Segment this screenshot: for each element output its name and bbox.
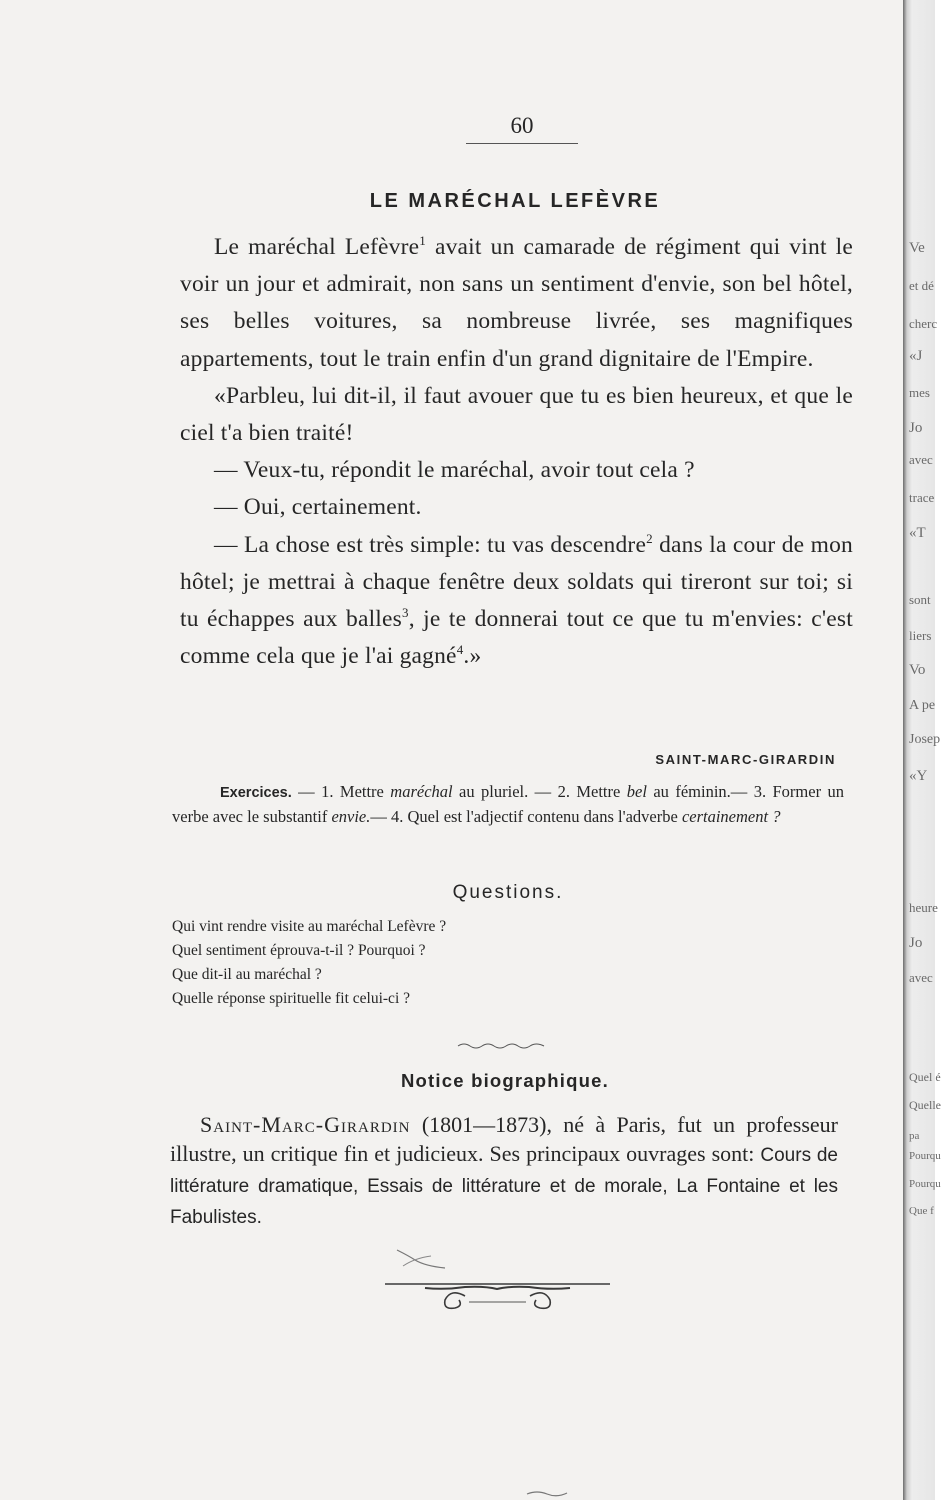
exercise-term-4: certainement ? [681, 807, 781, 826]
edge-fragment: avec [909, 452, 933, 467]
exercise-text-2: au pluriel. — 2. Mettre [452, 782, 627, 801]
edge-fragment: Josep [909, 732, 941, 747]
edge-fragment: Que f [909, 1205, 934, 1217]
adjacent-page-edge [903, 0, 941, 1500]
exercises-label: Exercices. [220, 785, 292, 801]
edge-fragment: pa [909, 1130, 920, 1142]
footnote-ref-3: 3 [402, 605, 409, 621]
edge-fragment: Pourqu [909, 1150, 941, 1162]
notice-title: Notice biographique. [401, 1070, 609, 1091]
edge-fragment: trace [909, 490, 935, 505]
exercise-term-2: bel [626, 782, 647, 801]
decorative-flourish-ornament [385, 1244, 610, 1316]
question-item: Quelle réponse spirituelle fit celui-ci ? [172, 990, 411, 1007]
edge-fragment: mes [909, 385, 930, 400]
edge-fragment: et dé [909, 278, 934, 293]
edge-fragment: Quelle [909, 1098, 941, 1112]
story-p5-end: .» [463, 643, 482, 670]
biography-works: Cours de littérature dramatique, Essais de littérature et de morale, La Fontaine et les Fabulistes. [170, 1145, 838, 1228]
edge-fragment: liers [909, 628, 932, 643]
biography-author-name: Saint-Marc-Girardin [200, 1112, 411, 1137]
edge-fragment: Jo [909, 420, 923, 436]
story-p1-rest: avait un camarade de régiment qui vint le voir un jour et admirait, non sans un sentiment d'envie, son bel hôtel, ses belles voitures, sa nombreuse livrée, ses magnifiques appartements, tout le train enfin d'un grand dignitaire de l'Empire. [180, 234, 854, 372]
author-signature: SAINT-MARC-GIRARDIN [655, 752, 836, 767]
page-number: 60 [466, 113, 578, 144]
biography-details: (1801—1873), né à Paris, fut un professeur illustre, un critique fin et judicieux. Ses principaux ouvrages sont: [170, 1112, 838, 1166]
edge-fragment: Quel é [909, 1070, 941, 1084]
edge-fragment: «T [909, 525, 926, 541]
edge-fragment: A pe [909, 698, 936, 713]
exercise-text-1: — 1. Mettre [291, 782, 391, 801]
exercises-block [172, 780, 844, 829]
story-p5-continuation: , je te donnerai tout ce que tu m'envies: c'est comme cela que je l'ai gagné [180, 606, 853, 670]
wavy-separator-ornament [456, 1040, 546, 1050]
edge-fragment: cherc [909, 316, 938, 331]
story-paragraph-4: — Oui, certainement. [214, 494, 422, 521]
story-paragraph-1 [180, 229, 853, 378]
story-title: LE MARÉCHAL LEFÈVRE [369, 190, 661, 212]
exercise-term-3: envie. [331, 807, 371, 826]
story-p5-middle: dans la cour de mon hôtel; je mettrai à chaque fenêtre deux soldats qui tireront sur toi; si tu échappes aux balles [180, 531, 853, 633]
scan-mark [527, 1490, 567, 1496]
exercise-text-4: — 4. Quel est l'adjectif contenu dans l'adverbe [370, 807, 682, 826]
question-item: Qui vint rendre visite au maréchal Lefèvre ? [172, 918, 447, 935]
story-paragraph-3: — Veux-tu, répondit le maréchal, avoir tout cela ? [214, 457, 695, 484]
exercise-text-3: au féminin.— 3. Former un verbe avec le substantif [172, 782, 844, 826]
biography-text [170, 1110, 838, 1232]
questions-title: Questions. [452, 882, 564, 903]
edge-fragment: Jo [909, 935, 923, 951]
footnote-ref-2: 2 [646, 530, 653, 546]
edge-fragment: «J [909, 348, 923, 364]
story-paragraph-2: «Parbleu, lui dit-il, il faut avouer que tu es bien heureux, et que le ciel t'a bien traité! [180, 382, 853, 447]
story-p5-start: — La chose est très simple: tu vas descendre [214, 531, 647, 558]
exercise-term-1: maréchal [390, 782, 453, 801]
edge-fragment: avec [909, 970, 933, 985]
edge-fragment: Ve [909, 240, 925, 256]
story-text [180, 229, 853, 675]
edge-fragment: heure [909, 900, 938, 915]
question-item: Que dit-il au maréchal ? [172, 966, 322, 983]
story-p1-start: Le maréchal Lefèvre [214, 234, 420, 260]
story-paragraph-5 [180, 527, 853, 676]
edge-fragment: sont [909, 592, 931, 607]
edge-fragment: «Y [909, 768, 928, 784]
footnote-ref-4: 4 [456, 642, 464, 658]
edge-fragment: Pourqu [909, 1178, 941, 1190]
question-item: Quel sentiment éprouva-t-il ? Pourquoi ? [172, 942, 426, 959]
questions-list [172, 915, 844, 1011]
edge-fragment: Vo [909, 662, 926, 678]
footnote-ref-1: 1 [419, 233, 426, 249]
